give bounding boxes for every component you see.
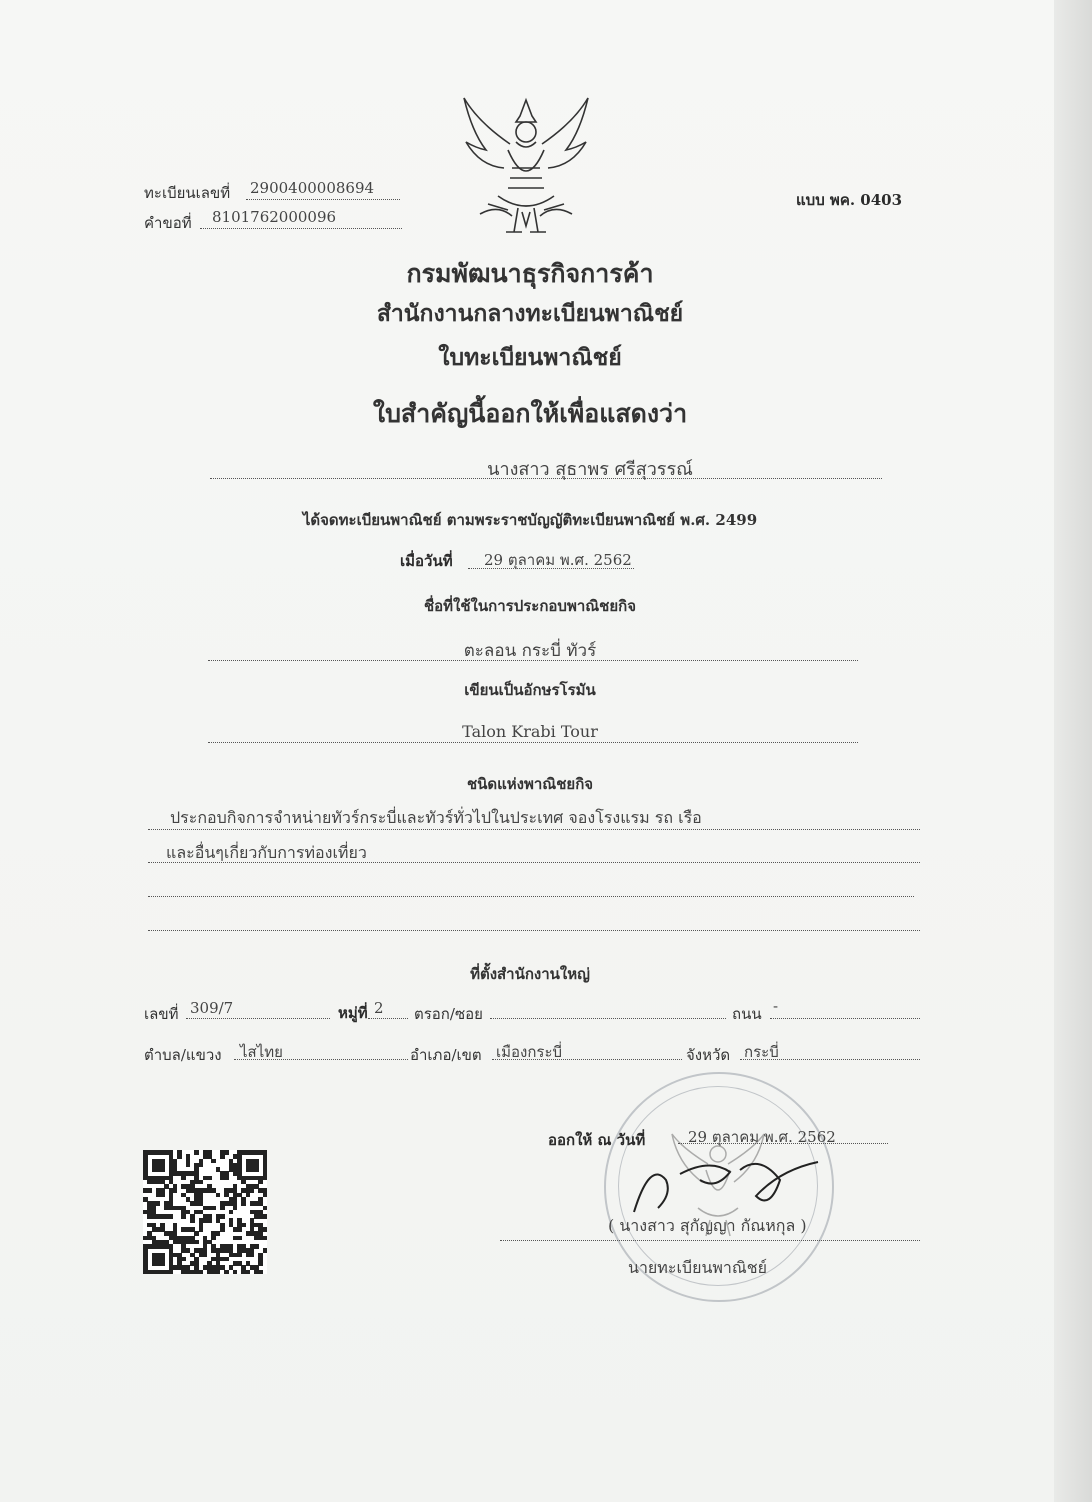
page-edge	[1054, 0, 1092, 1502]
business-type-heading: ชนิดแห่งพาณิชยกิจ	[466, 775, 594, 793]
business-type-line-2: และอื่นๆเกี่ยวกับการท่องเที่ยว	[166, 843, 367, 862]
owner-name: นางสาว สุธาพร ศรีสุวรรณ์	[487, 459, 693, 480]
registrar-title: นายทะเบียนพาณิชย์	[628, 1258, 767, 1277]
business-name-heading: ชื่อที่ใช้ในการประกอบพาณิชยกิจ	[423, 597, 637, 615]
business-name-roman: Talon Krabi Tour	[462, 722, 598, 741]
province-label: จังหวัด	[686, 1046, 731, 1064]
request-number-label: คำขอที่	[144, 214, 192, 232]
business-type-line-1: ประกอบกิจการจำหน่ายทัวร์กระบี่และทัวร์ทั่วไปในประเทศ จองโรงแรม รถ เรือ	[170, 808, 702, 827]
district-value: เมืองกระบี่	[496, 1043, 563, 1061]
issue-date-line	[678, 1143, 888, 1144]
subdistrict-label: ตำบล/แขวง	[144, 1046, 222, 1064]
issue-date-value: 29 ตุลาคม พ.ศ. 2562	[688, 1128, 836, 1146]
registration-date-line	[468, 568, 634, 569]
alley-line	[490, 1018, 726, 1019]
registration-act-statement: ได้จดทะเบียนพาณิชย์ ตามพระราชบัญญัติทะเบียนพาณิชย์ พ.ศ. 2499	[302, 511, 758, 529]
house-number-value: 309/7	[190, 999, 234, 1017]
registration-number-value: 2900400008694	[250, 179, 375, 197]
request-number-line	[200, 228, 402, 229]
registrar-signature	[620, 1150, 830, 1220]
business-type-dotline-4	[148, 930, 920, 931]
registrar-name: ( นางสาว สุกัญญา กัณหกุล )	[608, 1216, 807, 1235]
owner-name-line	[210, 478, 882, 479]
registration-date-value: 29 ตุลาคม พ.ศ. 2562	[484, 551, 632, 569]
registration-number-line	[246, 199, 400, 200]
garuda-emblem-icon	[458, 92, 594, 242]
registration-number-label: ทะเบียนเลขที่	[144, 184, 231, 202]
alley-label: ตรอก/ซอย	[414, 1005, 483, 1023]
province-line	[740, 1059, 920, 1060]
village-value: 2	[374, 999, 384, 1017]
issue-date-label: ออกให้ ณ วันที่	[548, 1131, 646, 1149]
certify-statement: ใบสำคัญนี้ออกให้เพื่อแสดงว่า	[372, 399, 688, 428]
business-type-dotline-2	[148, 862, 920, 863]
district-label: อำเภอ/เขต	[410, 1046, 482, 1064]
office-title: สำนักงานกลางทะเบียนพาณิชย์	[376, 300, 684, 327]
province-value: กระบี่	[744, 1043, 779, 1061]
subdistrict-line	[234, 1059, 408, 1060]
district-line	[492, 1059, 682, 1060]
department-title: กรมพัฒนาธุรกิจการค้า	[406, 259, 654, 288]
registration-date-label: เมื่อวันที่	[400, 552, 453, 570]
registrar-name-line	[500, 1240, 920, 1241]
roman-heading: เขียนเป็นอักษรโรมัน	[464, 681, 596, 699]
village-line	[368, 1018, 408, 1019]
business-type-dotline-3	[148, 896, 914, 897]
business-name-roman-line	[208, 742, 858, 743]
village-label: หมู่ที่	[338, 1004, 368, 1022]
form-code: แบบ พค. 0403	[796, 191, 903, 209]
house-number-line	[186, 1018, 330, 1019]
house-number-label: เลขที่	[144, 1005, 179, 1023]
business-name-thai-line	[208, 660, 858, 661]
business-name-thai: ตะลอน กระบี่ ทัวร์	[463, 641, 597, 661]
qr-code[interactable]	[143, 1150, 267, 1274]
road-label: ถนน	[732, 1005, 762, 1023]
road-line	[770, 1018, 920, 1019]
subdistrict-value: ไสไทย	[240, 1043, 283, 1061]
certificate-title: ใบทะเบียนพาณิชย์	[438, 344, 622, 371]
road-value: -	[773, 997, 779, 1015]
request-number-value: 8101762000096	[212, 208, 337, 226]
head-office-heading: ที่ตั้งสำนักงานใหญ่	[470, 965, 590, 983]
business-type-dotline-1	[148, 829, 920, 830]
